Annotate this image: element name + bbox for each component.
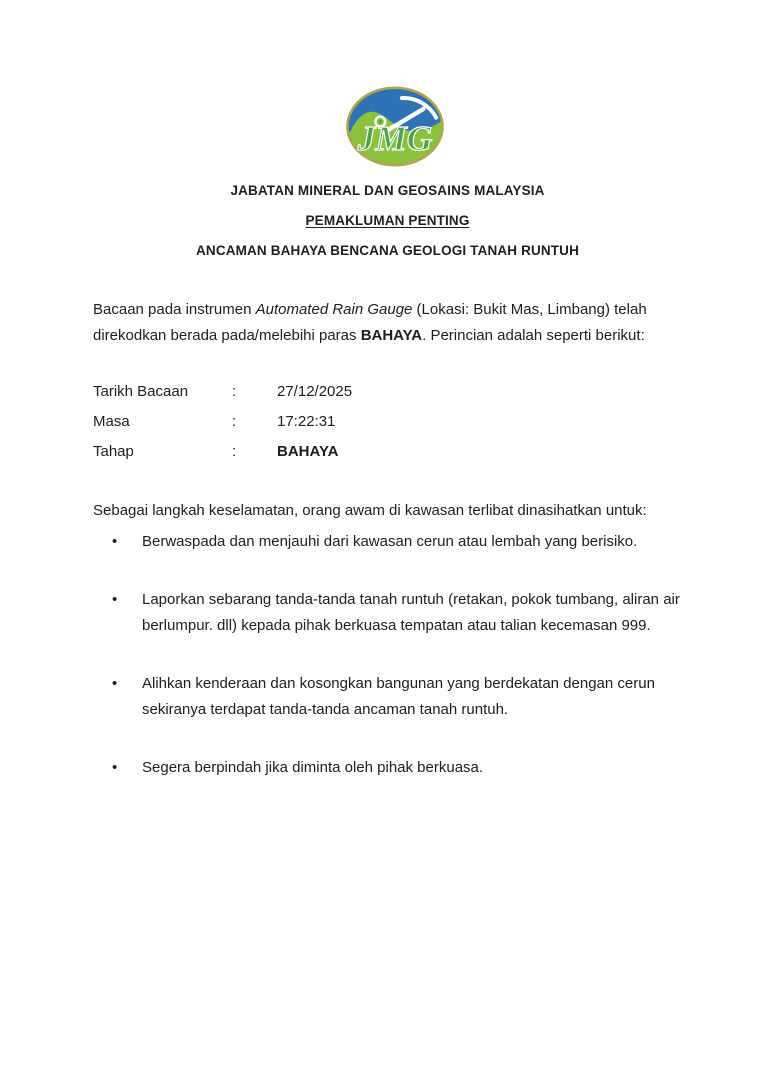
advisory-item-text: Segera berpindah jika diminta oleh pihak berkuasa. (142, 759, 484, 776)
list-item (112, 755, 690, 781)
intro-pre-text: Bacaan pada instrumen (93, 301, 256, 318)
table-row-level (93, 437, 352, 467)
level-separator: : (232, 443, 237, 460)
subject-heading: ANCAMAN BAHAYA BENCANA GEOLOGI TANAH RUNTUH (196, 243, 579, 258)
date-label: Tarikh Bacaan (93, 383, 189, 400)
instrument-name: Automated Rain Gauge (255, 301, 413, 318)
advisory-item-text: Laporkan sebarang tanda-tanda tanah runtuh (retakan, pokok tumbang, aliran air berlumpur. dll) kepada pihak berkuasa tempatan atau talian kecemasan 999. (142, 591, 680, 634)
jmg-logo (345, 85, 445, 168)
logo-letters: JMG (357, 119, 433, 159)
bullet-icon: • (112, 759, 118, 776)
intro-post-text: . Perincian adalah seperti berikut: (422, 327, 645, 344)
list-item (112, 587, 690, 639)
intro-paragraph (93, 297, 687, 349)
bullet-icon: • (112, 591, 118, 608)
list-item (112, 529, 690, 555)
level-value: BAHAYA (277, 443, 339, 460)
time-value: 17:22:31 (277, 413, 336, 430)
date-separator: : (232, 383, 237, 400)
org-name-heading: JABATAN MINERAL DAN GEOSAINS MALAYSIA (230, 183, 545, 198)
advisory-item-text: Alihkan kenderaan dan kosongkan bangunan yang berdekatan dengan cerun sekiranya terdapat tanda-tanda ancaman tanah runtuh. (142, 675, 655, 718)
table-row-date (93, 377, 352, 407)
date-value: 27/12/2025 (277, 383, 353, 400)
level-label: Tahap (93, 443, 134, 460)
notice-title-heading: PEMAKLUMAN PENTING (305, 213, 470, 228)
time-label: Masa (93, 413, 130, 430)
advisory-list (112, 529, 690, 813)
intro-level-text: BAHAYA (360, 327, 423, 344)
list-item (112, 671, 690, 723)
reading-details-table (93, 377, 352, 467)
bullet-icon: • (112, 675, 118, 692)
table-row-time (93, 407, 352, 437)
advisory-intro-text: Sebagai langkah keselamatan, orang awam di kawasan terlibat dinasihatkan untuk: (93, 502, 647, 519)
intro-mid-text: (Lokasi: Bukit Mas, Limbang) telah direkodkan berada pada/melebihi paras (93, 301, 647, 344)
advisory-item-text: Berwaspada dan menjauhi dari kawasan cerun atau lembah yang berisiko. (142, 533, 638, 550)
time-separator: : (232, 413, 237, 430)
bullet-icon: • (112, 533, 118, 550)
